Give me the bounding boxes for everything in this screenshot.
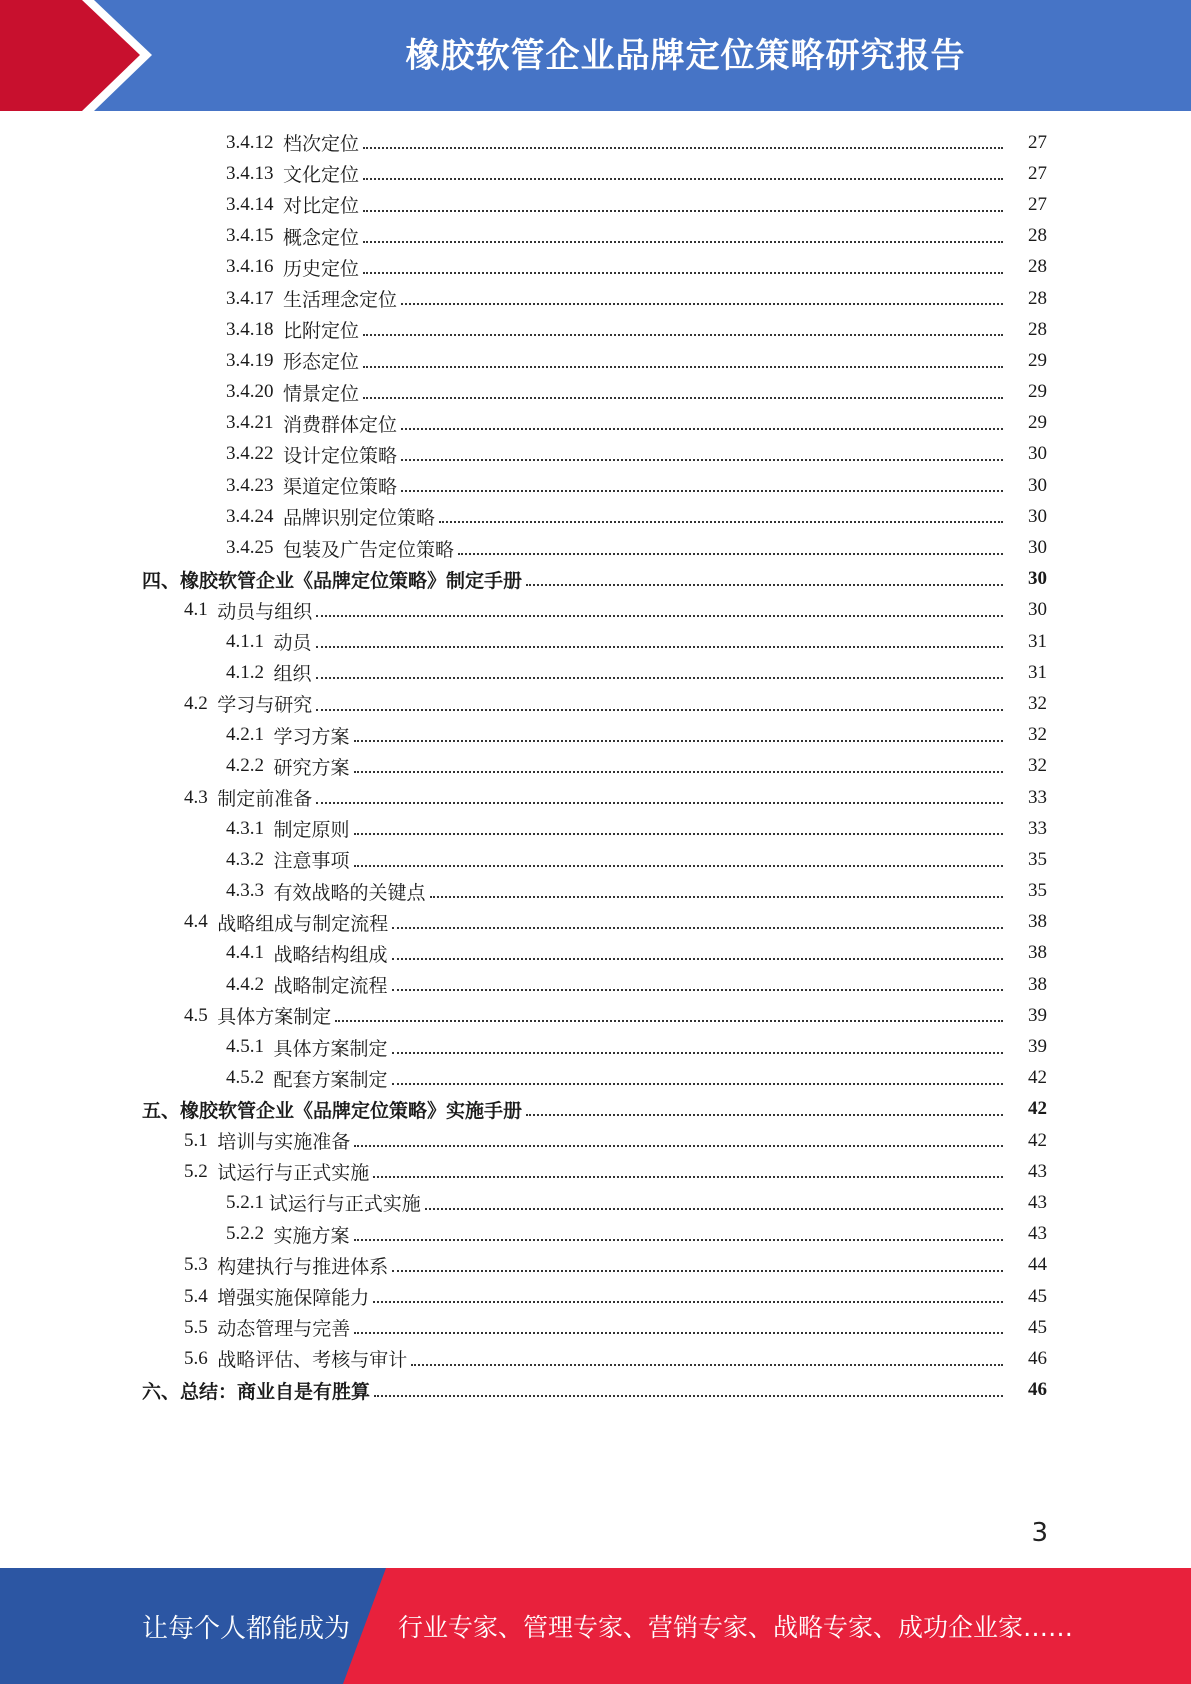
- toc-dot-leader: [354, 1144, 1003, 1147]
- toc-entry-page: 38: [1028, 973, 1047, 995]
- toc-entry-number: 3.4.13: [226, 162, 283, 184]
- toc-dot-leader: [363, 333, 1003, 336]
- toc-entry[interactable]: [0, 844, 1191, 875]
- toc-entry[interactable]: [0, 1343, 1191, 1374]
- toc-entry-page: 29: [1028, 349, 1047, 371]
- toc-entry-page: 46: [1028, 1347, 1047, 1369]
- toc-dot-leader: [363, 177, 1003, 180]
- toc-entry-page: 43: [1028, 1160, 1047, 1182]
- toc-entry-label: 生活理念定位: [283, 290, 398, 312]
- toc-entry-page: 27: [1028, 131, 1047, 153]
- toc-entry-label: 组织: [273, 664, 312, 686]
- toc-entry[interactable]: [0, 501, 1191, 532]
- toc-entry-label: 学习方案: [273, 726, 350, 748]
- toc-entry-label: 学习与研究: [217, 695, 313, 717]
- toc-dot-leader: [363, 365, 1003, 368]
- toc-dot-leader: [354, 739, 1003, 742]
- toc-entry-label: 试运行与正式实施: [268, 1194, 421, 1216]
- toc-entry-label: 试运行与正式实施: [217, 1163, 370, 1185]
- page-number: 3: [1031, 1518, 1048, 1548]
- toc-entry-label: 培训与实施准备: [217, 1132, 351, 1154]
- toc-entry[interactable]: [0, 782, 1191, 813]
- toc-dot-leader: [526, 1113, 1003, 1116]
- toc-dot-leader: [401, 489, 1003, 492]
- toc-entry-number: 4.1.1: [226, 630, 274, 652]
- toc-entry-page: 35: [1028, 880, 1047, 902]
- toc-entry-label: 文化定位: [283, 165, 360, 187]
- toc-entry-page: 42: [1028, 1098, 1047, 1120]
- toc-entry-page: 39: [1028, 1004, 1047, 1026]
- toc-entry[interactable]: [0, 377, 1191, 408]
- toc-entry-label: 制定原则: [273, 820, 350, 842]
- toc-entry-page: 35: [1028, 848, 1047, 870]
- toc-entry[interactable]: [0, 1281, 1191, 1312]
- toc-dot-leader: [354, 1238, 1003, 1241]
- toc-entry-number: 5.5: [184, 1316, 218, 1338]
- toc-dot-leader: [316, 645, 1003, 648]
- toc-entry[interactable]: [0, 1250, 1191, 1281]
- toc-entry-number: 3.4.14: [226, 193, 283, 215]
- toc-entry-number: 4.2: [184, 692, 218, 714]
- toc-dot-leader: [363, 146, 1003, 149]
- toc-entry-number: 3.4.20: [226, 381, 283, 403]
- toc-entry-number: 4.5.2: [226, 1067, 274, 1089]
- toc-entry-number: 4.3.1: [226, 817, 274, 839]
- toc-entry[interactable]: [0, 938, 1191, 969]
- toc-entry[interactable]: [0, 1312, 1191, 1343]
- toc-dot-leader: [392, 926, 1003, 929]
- toc-entry-label: 设计定位策略: [283, 445, 398, 467]
- toc-entry[interactable]: [0, 1125, 1191, 1156]
- toc-entry-label: 比附定位: [283, 321, 360, 343]
- toc-entry-number: 3.4.17: [226, 287, 283, 309]
- toc-entry-label: 实施方案: [273, 1225, 350, 1247]
- toc-entry[interactable]: [0, 969, 1191, 1000]
- toc-entry-label: 注意事项: [273, 851, 350, 873]
- toc-entry-number: 3.4.24: [226, 505, 283, 527]
- toc-entry[interactable]: [0, 720, 1191, 751]
- toc-entry-page: 33: [1028, 786, 1047, 808]
- toc-dot-leader: [316, 801, 1003, 804]
- toc-entry[interactable]: [0, 1000, 1191, 1031]
- toc-dot-leader: [335, 1019, 1003, 1022]
- toc-entry[interactable]: [0, 283, 1191, 314]
- toc-dot-leader: [363, 396, 1003, 399]
- toc-entry-label: 六、总结：商业自是有胜算: [142, 1381, 371, 1403]
- toc-entry[interactable]: [0, 876, 1191, 907]
- toc-entry-page: 43: [1028, 1223, 1047, 1245]
- toc-entry[interactable]: [0, 252, 1191, 283]
- toc-entry-label: 消费群体定位: [283, 414, 398, 436]
- toc-entry[interactable]: [0, 470, 1191, 501]
- toc-entry-label: 动态管理与完善: [217, 1319, 351, 1341]
- toc-entry-label: 战略组成与制定流程: [217, 913, 389, 935]
- toc-entry-number: 3.4.18: [226, 318, 283, 340]
- toc-entry[interactable]: [0, 221, 1191, 252]
- toc-entry-label: 动员: [273, 633, 312, 655]
- toc-dot-leader: [411, 1363, 1003, 1366]
- toc-dot-leader: [374, 1394, 1003, 1397]
- toc-entry-label: 战略结构组成: [273, 944, 388, 966]
- toc-entry[interactable]: [0, 1156, 1191, 1187]
- toc-entry-number: 4.5.1: [226, 1036, 274, 1058]
- toc-dot-leader: [458, 552, 1003, 555]
- toc-entry-page: 39: [1028, 1036, 1047, 1058]
- toc-entry-label: 品牌识别定位策略: [283, 508, 436, 530]
- toc-entry[interactable]: [0, 1031, 1191, 1062]
- toc-entry-number: 5.2.1: [226, 1191, 269, 1213]
- toc-entry-page: 30: [1028, 568, 1047, 590]
- toc-entry-number: 4.5: [184, 1004, 218, 1026]
- toc-entry-page: 28: [1028, 225, 1047, 247]
- toc-entry-label: 有效战略的关键点: [273, 882, 426, 904]
- toc-entry[interactable]: [0, 1375, 1191, 1406]
- toc-entry-page: 32: [1028, 724, 1047, 746]
- toc-entry-label: 具体方案制定: [217, 1007, 332, 1029]
- toc-entry-page: 29: [1028, 412, 1047, 434]
- toc-entry-label: 渠道定位策略: [283, 477, 398, 499]
- toc-dot-leader: [363, 240, 1003, 243]
- toc-dot-leader: [373, 1300, 1003, 1303]
- toc-entry-number: 4.4: [184, 911, 218, 933]
- toc-entry-page: 27: [1028, 193, 1047, 215]
- toc-entry-number: 5.6: [184, 1347, 218, 1369]
- toc-entry-label: 形态定位: [283, 352, 360, 374]
- toc-entry[interactable]: [0, 564, 1191, 595]
- toc-entry-page: 42: [1028, 1129, 1047, 1151]
- toc-entry-number: 3.4.19: [226, 349, 283, 371]
- toc-entry-number: 4.3.3: [226, 880, 274, 902]
- document-title-wrap: [200, 0, 1191, 105]
- toc-dot-leader: [425, 1207, 1003, 1210]
- toc-entry[interactable]: [0, 813, 1191, 844]
- toc-entry-label: 配套方案制定: [273, 1069, 388, 1091]
- toc-entry-number: 4.2.1: [226, 724, 274, 746]
- header-chevron-icon: [0, 0, 140, 111]
- toc-entry-number: 3.4.23: [226, 474, 283, 496]
- toc-entry-number: 4.4.1: [226, 942, 274, 964]
- toc-dot-leader: [430, 895, 1003, 898]
- toc-entry[interactable]: [0, 907, 1191, 938]
- toc-entry-number: 3.4.22: [226, 443, 283, 465]
- toc-entry-label: 情景定位: [283, 383, 360, 405]
- toc-entry[interactable]: [0, 657, 1191, 688]
- toc-entry-label: 历史定位: [283, 258, 360, 280]
- footer-roles: 行业专家、管理专家、营销专家、战略专家、成功企业家……: [398, 1613, 1074, 1642]
- toc-entry-label: 具体方案制定: [273, 1038, 388, 1060]
- toc-entry-number: 4.2.2: [226, 755, 274, 777]
- toc-entry-page: 45: [1028, 1285, 1047, 1307]
- toc-entry-page: 42: [1028, 1067, 1047, 1089]
- toc-entry-label: 动员与组织: [217, 601, 313, 623]
- toc-entry-number: 5.4: [184, 1285, 218, 1307]
- toc-entry[interactable]: [0, 595, 1191, 626]
- toc-dot-leader: [526, 583, 1003, 586]
- toc-dot-leader: [401, 458, 1003, 461]
- toc-entry-page: 28: [1028, 318, 1047, 340]
- toc-entry-number: 3.4.25: [226, 537, 283, 559]
- toc-dot-leader: [392, 1269, 1003, 1272]
- toc-entry[interactable]: [0, 439, 1191, 470]
- toc-entry-label: 构建执行与推进体系: [217, 1256, 389, 1278]
- toc-entry-label: 战略制定流程: [273, 976, 388, 998]
- toc-entry-number: 5.2: [184, 1160, 218, 1182]
- toc-dot-leader: [363, 209, 1003, 212]
- toc-entry[interactable]: [0, 408, 1191, 439]
- toc-dot-leader: [392, 988, 1003, 991]
- toc-dot-leader: [392, 1051, 1003, 1054]
- toc-dot-leader: [354, 1331, 1003, 1334]
- toc-entry[interactable]: [0, 688, 1191, 719]
- toc-entry-label: 五、橡胶软管企业《品牌定位策略》实施手册: [142, 1100, 523, 1122]
- table-of-contents: [0, 127, 1191, 1406]
- toc-entry-page: 32: [1028, 692, 1047, 714]
- toc-entry-page: 30: [1028, 537, 1047, 559]
- toc-entry-page: 31: [1028, 661, 1047, 683]
- toc-entry-label: 档次定位: [283, 134, 360, 156]
- toc-entry-page: 45: [1028, 1316, 1047, 1338]
- toc-entry[interactable]: [0, 189, 1191, 220]
- toc-entry-page: 30: [1028, 443, 1047, 465]
- toc-entry-number: 3.4.21: [226, 412, 283, 434]
- toc-entry[interactable]: [0, 1219, 1191, 1250]
- toc-entry-number: 3.4.12: [226, 131, 283, 153]
- toc-dot-leader: [373, 1175, 1003, 1178]
- toc-entry-number: 5.3: [184, 1254, 218, 1276]
- toc-dot-leader: [354, 770, 1003, 773]
- toc-entry[interactable]: [0, 532, 1191, 563]
- toc-entry-page: 30: [1028, 505, 1047, 527]
- toc-dot-leader: [354, 864, 1003, 867]
- toc-dot-leader: [392, 1082, 1003, 1085]
- toc-entry-page: 38: [1028, 942, 1047, 964]
- toc-entry-label: 增强实施保障能力: [217, 1288, 370, 1310]
- toc-entry-label: 包装及广告定位策略: [283, 539, 455, 561]
- toc-dot-leader: [401, 302, 1003, 305]
- toc-entry[interactable]: [0, 751, 1191, 782]
- toc-dot-leader: [316, 708, 1003, 711]
- toc-entry-page: 31: [1028, 630, 1047, 652]
- header-banner: [0, 0, 1191, 111]
- toc-entry-page: 46: [1028, 1379, 1047, 1401]
- toc-entry[interactable]: [0, 1094, 1191, 1125]
- toc-entry-page: 44: [1028, 1254, 1047, 1276]
- toc-entry[interactable]: [0, 1063, 1191, 1094]
- toc-entry[interactable]: [0, 127, 1191, 158]
- toc-entry-number: 4.1: [184, 599, 218, 621]
- toc-entry-page: 30: [1028, 474, 1047, 496]
- toc-entry-number: 5.1: [184, 1129, 218, 1151]
- toc-entry-label: 概念定位: [283, 227, 360, 249]
- toc-entry-page: 29: [1028, 381, 1047, 403]
- toc-entry-label: 研究方案: [273, 757, 350, 779]
- toc-entry-number: 3.4.16: [226, 256, 283, 278]
- toc-entry[interactable]: [0, 626, 1191, 657]
- toc-entry-label: 战略评估、考核与审计: [217, 1350, 408, 1372]
- toc-dot-leader: [439, 520, 1003, 523]
- toc-dot-leader: [316, 614, 1003, 617]
- toc-entry-page: 38: [1028, 911, 1047, 933]
- toc-entry-page: 28: [1028, 287, 1047, 309]
- toc-dot-leader: [392, 957, 1003, 960]
- toc-entry-page: 30: [1028, 599, 1047, 621]
- document-title: 橡胶软管企业品牌定位策略研究报告: [405, 36, 966, 76]
- toc-entry-label: 对比定位: [283, 196, 360, 218]
- toc-entry-page: 27: [1028, 162, 1047, 184]
- toc-dot-leader: [316, 676, 1003, 679]
- toc-entry-number: 5.2.2: [226, 1223, 274, 1245]
- toc-entry[interactable]: [0, 345, 1191, 376]
- footer-slogan: 让每个人都能成为: [142, 1613, 351, 1644]
- toc-entry-number: 4.3: [184, 786, 218, 808]
- toc-entry-label: 四、橡胶软管企业《品牌定位策略》制定手册: [142, 570, 523, 592]
- toc-entry-page: 43: [1028, 1191, 1047, 1213]
- toc-entry-number: 4.3.2: [226, 848, 274, 870]
- toc-entry[interactable]: [0, 1187, 1191, 1218]
- toc-entry-page: 33: [1028, 817, 1047, 839]
- toc-entry[interactable]: [0, 314, 1191, 345]
- footer-banner: [0, 1568, 1191, 1684]
- toc-dot-leader: [354, 832, 1003, 835]
- toc-entry[interactable]: [0, 158, 1191, 189]
- toc-entry-page: 28: [1028, 256, 1047, 278]
- toc-entry-page: 32: [1028, 755, 1047, 777]
- toc-entry-number: 4.4.2: [226, 973, 274, 995]
- toc-dot-leader: [363, 271, 1003, 274]
- toc-dot-leader: [401, 427, 1003, 430]
- toc-entry-number: 4.1.2: [226, 661, 274, 683]
- toc-entry-number: 3.4.15: [226, 225, 283, 247]
- toc-entry-label: 制定前准备: [217, 789, 313, 811]
